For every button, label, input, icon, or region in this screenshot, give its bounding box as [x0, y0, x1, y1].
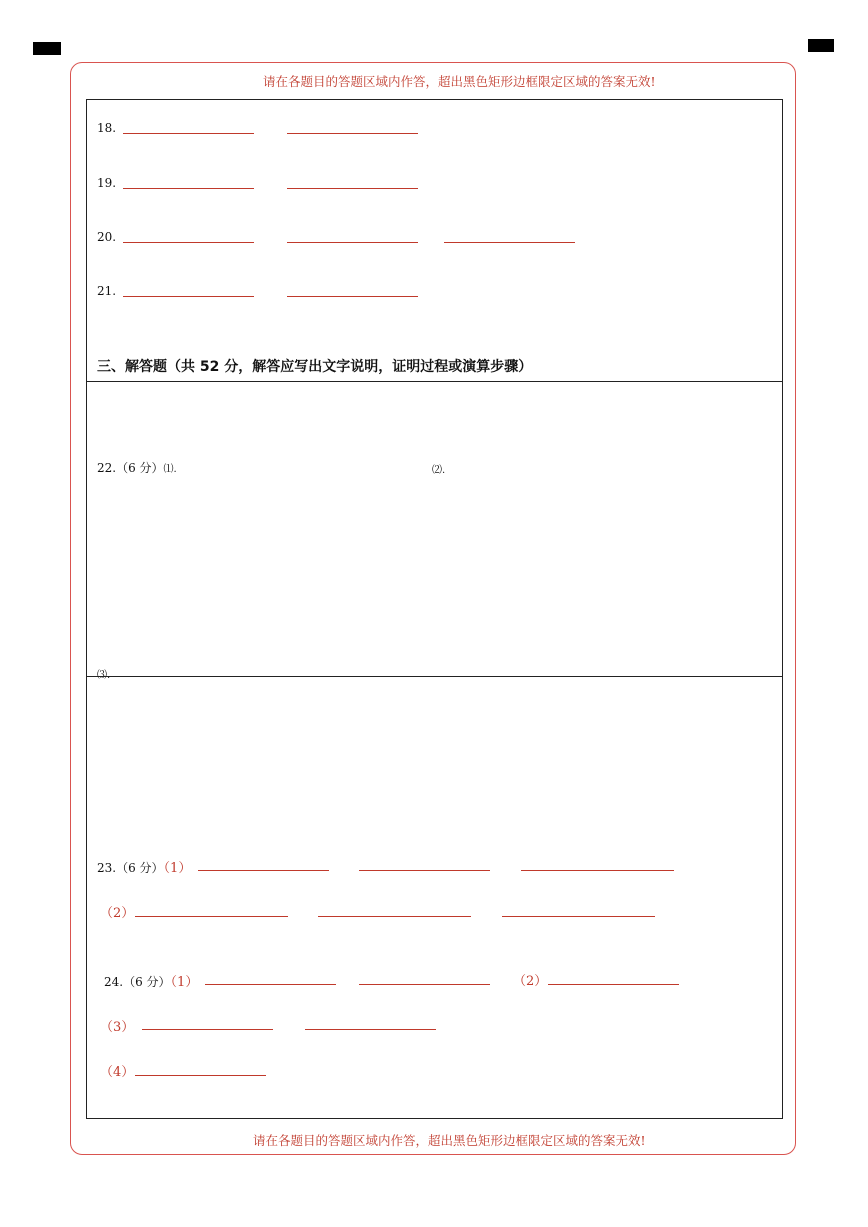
q24-3-blank-2[interactable] [305, 1029, 436, 1030]
q22-answer-box[interactable] [86, 381, 783, 677]
q23-1-blank-1[interactable] [198, 870, 329, 871]
q22-number [97, 459, 177, 476]
q23-part2-label: （2） [100, 906, 135, 921]
q23-number [97, 857, 191, 876]
registration-mark-left [33, 42, 61, 55]
q21-blank-1[interactable] [123, 296, 254, 297]
q24-part4-label: （4） [100, 1065, 135, 1080]
q21-number: 21. [97, 284, 117, 298]
q21-blank-2[interactable] [287, 296, 418, 297]
top-warning: 请在各题目的答题区域内作答，超出黑色矩形边框限定区域的答案无效! [263, 74, 656, 89]
q24-part1-label: （1） [170, 975, 199, 990]
q18-blank-1[interactable] [123, 133, 254, 134]
q19-number: 19. [97, 176, 117, 190]
q19-blank-1[interactable] [123, 188, 254, 189]
q18-blank-2[interactable] [287, 133, 418, 134]
q23-label: 23.（6 分） [97, 861, 164, 875]
q22-part3-label: ⑶. [97, 670, 111, 681]
q20-blank-3[interactable] [444, 242, 575, 243]
q24-2-blank-1[interactable] [548, 984, 679, 985]
registration-mark-right [808, 39, 834, 52]
q24-1-blank-2[interactable] [359, 984, 490, 985]
q20-blank-2[interactable] [287, 242, 418, 243]
q24-part2-label: （2） [513, 974, 548, 989]
q18-number: 18. [97, 121, 117, 135]
bottom-warning: 请在各题目的答题区域内作答，超出黑色矩形边框限定区域的答案无效! [253, 1133, 646, 1148]
q23-1-blank-3[interactable] [521, 870, 674, 871]
q23-2-blank-1[interactable] [135, 916, 288, 917]
q22-part2-label: ⑵. [432, 465, 446, 476]
q23-1-blank-2[interactable] [359, 870, 490, 871]
q23-q24-answer-box [86, 676, 783, 1119]
q20-blank-1[interactable] [123, 242, 254, 243]
q23-part1-label: （1） [163, 861, 192, 876]
q24-label: 24.（6 分） [104, 975, 171, 989]
q24-3-blank-1[interactable] [142, 1029, 273, 1030]
q19-blank-2[interactable] [287, 188, 418, 189]
q23-2-blank-2[interactable] [318, 916, 471, 917]
q24-part3-label: （3） [100, 1020, 135, 1035]
q22-part1-label: ⑴. [163, 464, 177, 475]
q24-number [104, 971, 198, 990]
q20-number: 20. [97, 230, 117, 244]
fill-in-box [86, 99, 783, 382]
q24-4-blank-1[interactable] [135, 1075, 266, 1076]
section3-heading: 三、解答题（共 52 分，解答应写出文字说明，证明过程或演算步骤） [97, 359, 533, 375]
q23-2-blank-3[interactable] [502, 916, 655, 917]
q24-1-blank-1[interactable] [205, 984, 336, 985]
q22-label: 22.（6 分） [97, 461, 164, 475]
